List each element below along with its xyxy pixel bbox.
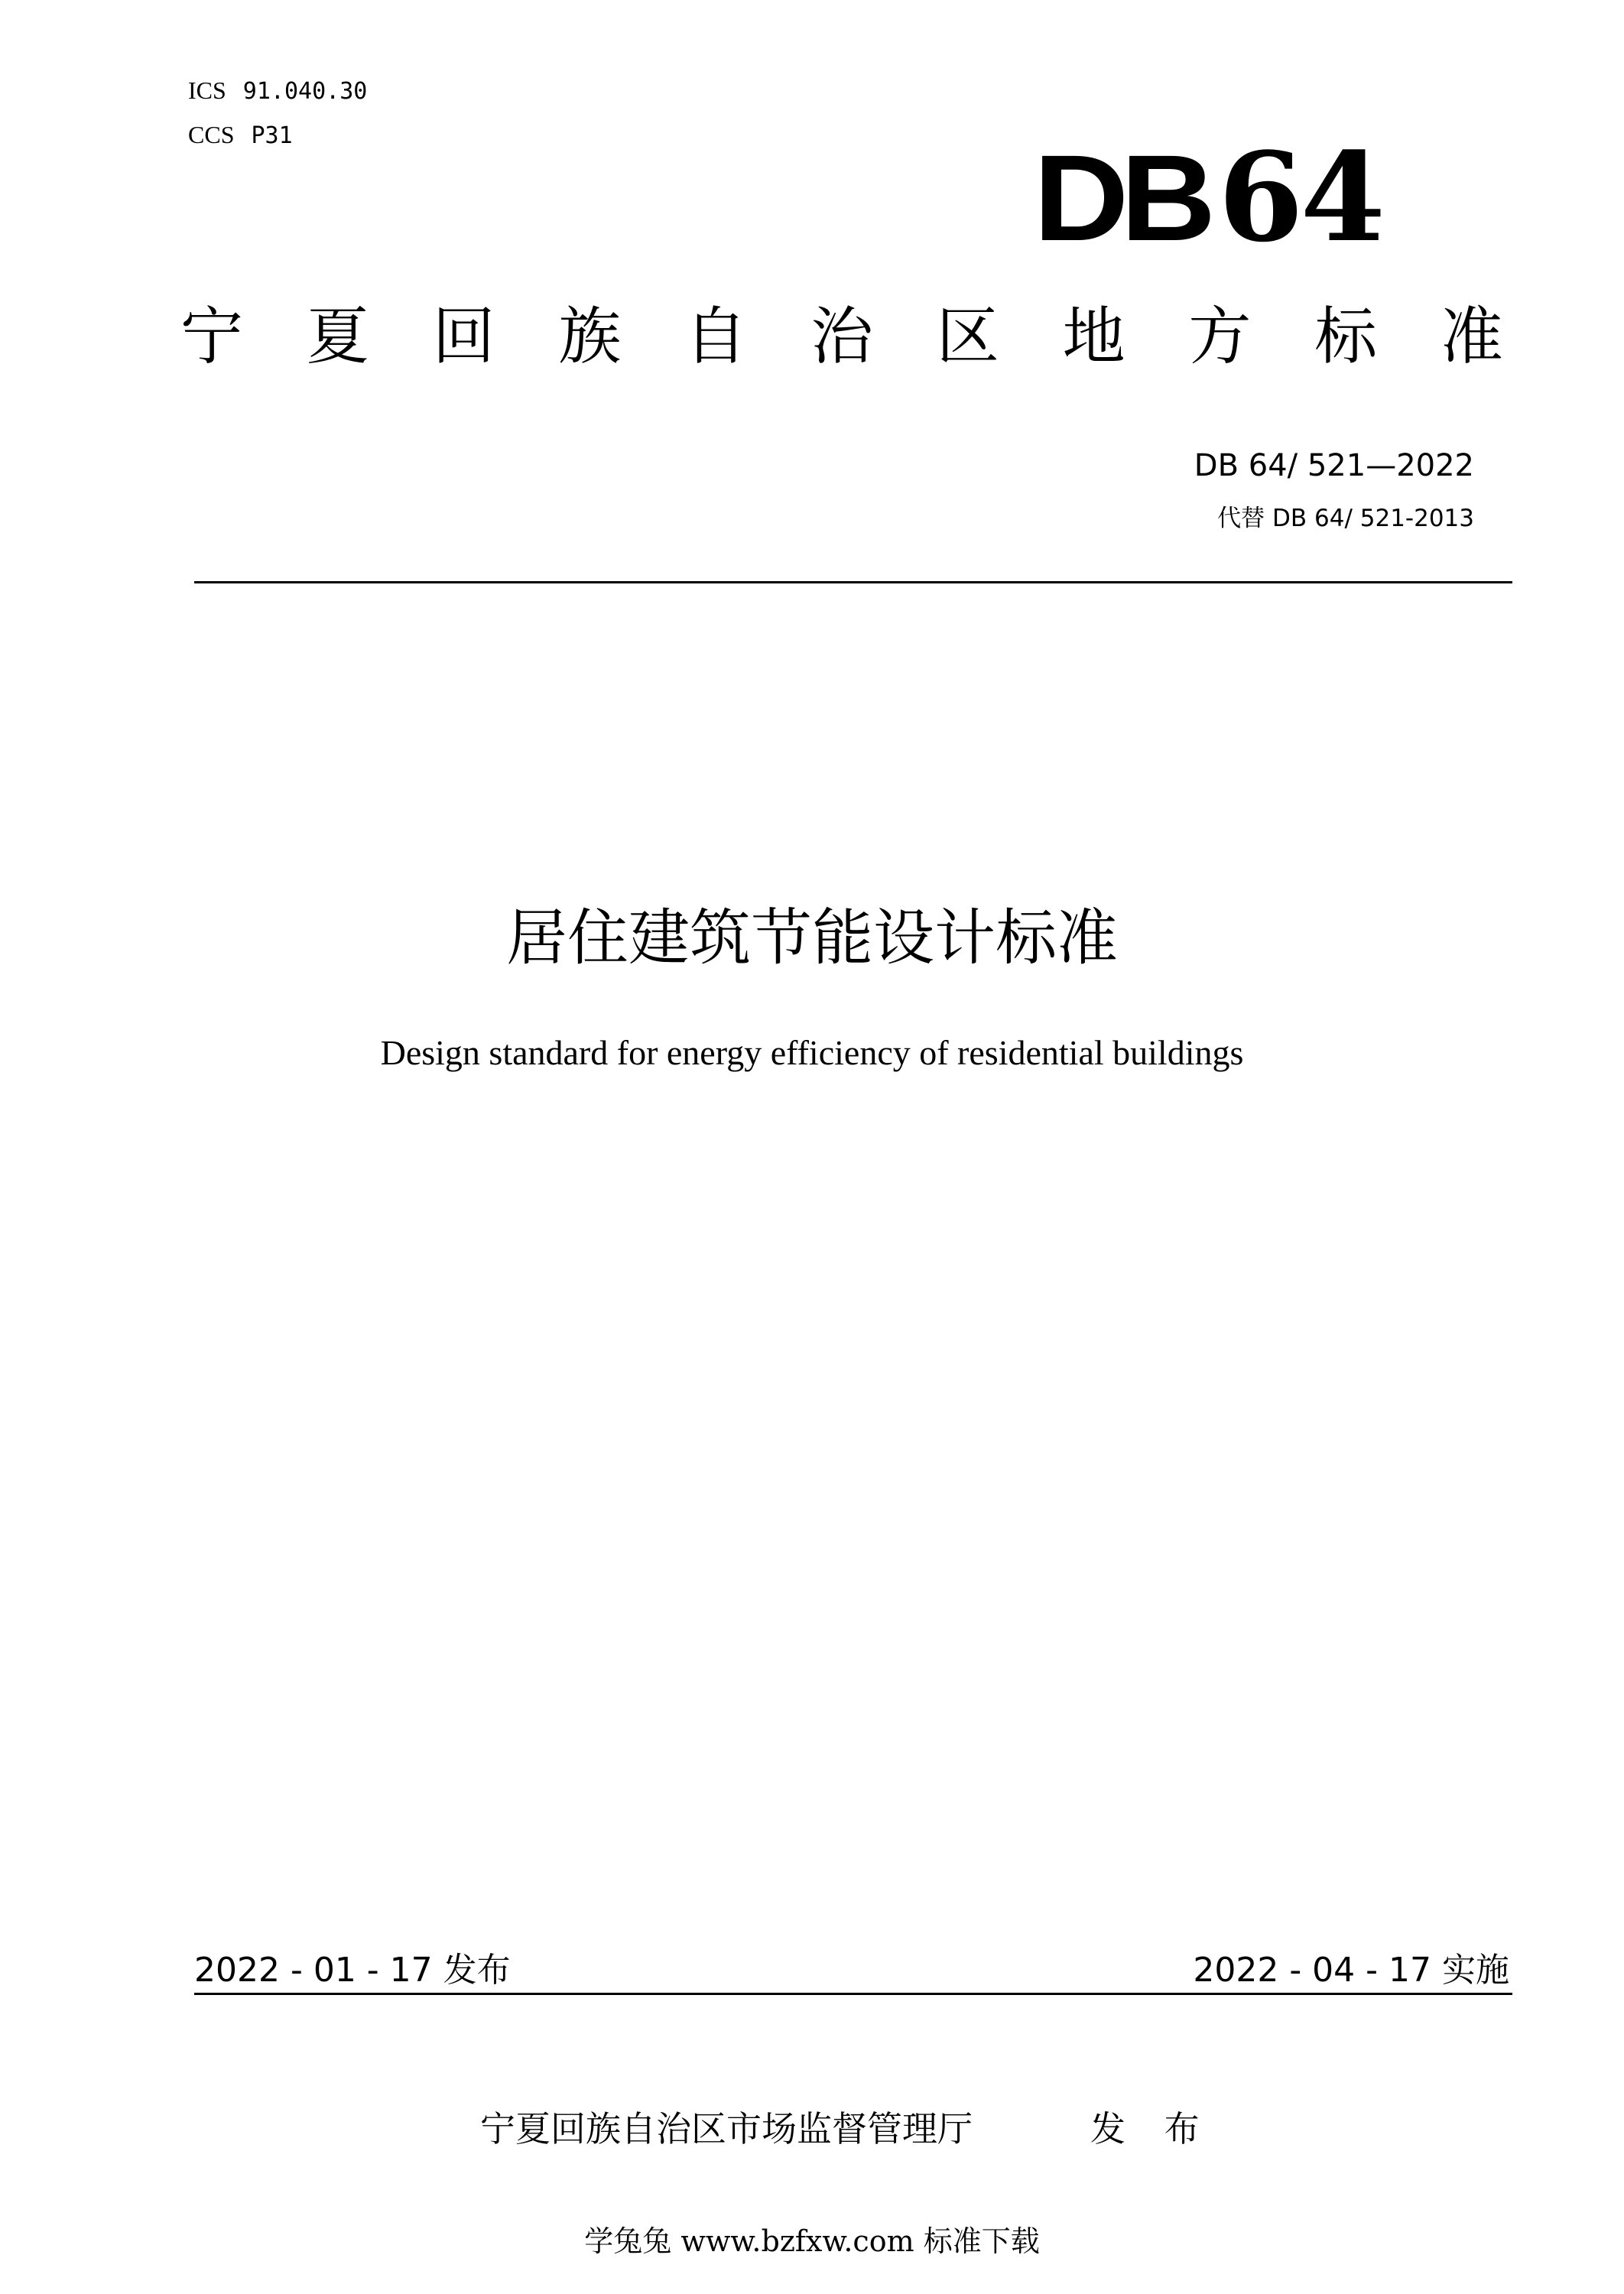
issuer-title: [180, 301, 1503, 373]
footer-divider: [194, 1993, 1512, 1995]
header-divider: [194, 581, 1512, 583]
ccs-label: CCS: [188, 121, 235, 148]
issuer-title-char: 标: [1314, 301, 1378, 373]
issuer-title-char: 方: [1188, 301, 1252, 373]
issuer-title-char: 夏: [306, 301, 369, 373]
ccs-value: P31: [251, 122, 293, 149]
issuer-title-char: 治: [810, 301, 873, 373]
issuer-title-char: 自: [684, 301, 748, 373]
ccs-line: [188, 121, 293, 149]
replaced-standard: 代替 DB 64/ 521-2013: [1217, 505, 1474, 532]
issuer-title-char: 区: [936, 301, 999, 373]
db-logo-prefix: DB: [1033, 129, 1208, 266]
title-english: Design standard for energy efficiency of residential buildings: [380, 1033, 1244, 1072]
publisher-action: 发 布: [1090, 2108, 1213, 2149]
title-chinese: 居住建筑节能设计标准: [506, 902, 1118, 973]
standard-code: DB 64/ 521—2022: [1194, 448, 1474, 483]
issuer-title-char: 族: [558, 301, 622, 373]
publisher-name: 宁夏回族自治区市场监督管理厅: [480, 2108, 973, 2149]
issuer-title-char: 准: [1440, 301, 1503, 373]
implementation-date: 2022 - 04 - 17 实施: [1193, 1951, 1509, 1990]
issuer-title-char: 宁: [180, 301, 244, 373]
db-logo: [1033, 125, 1382, 269]
download-footer: 学兔兔 www.bzfxw.com 标准下载: [584, 2224, 1040, 2258]
issuer-title-char: 地: [1062, 301, 1125, 373]
ics-value: 91.040.30: [242, 78, 368, 105]
issue-date: 2022 - 01 - 17 发布: [194, 1951, 511, 1990]
ics-line: [188, 76, 367, 105]
db-logo-number: 64: [1218, 125, 1382, 269]
ics-label: ICS: [188, 76, 226, 104]
issuer-title-char: 回: [432, 301, 495, 373]
